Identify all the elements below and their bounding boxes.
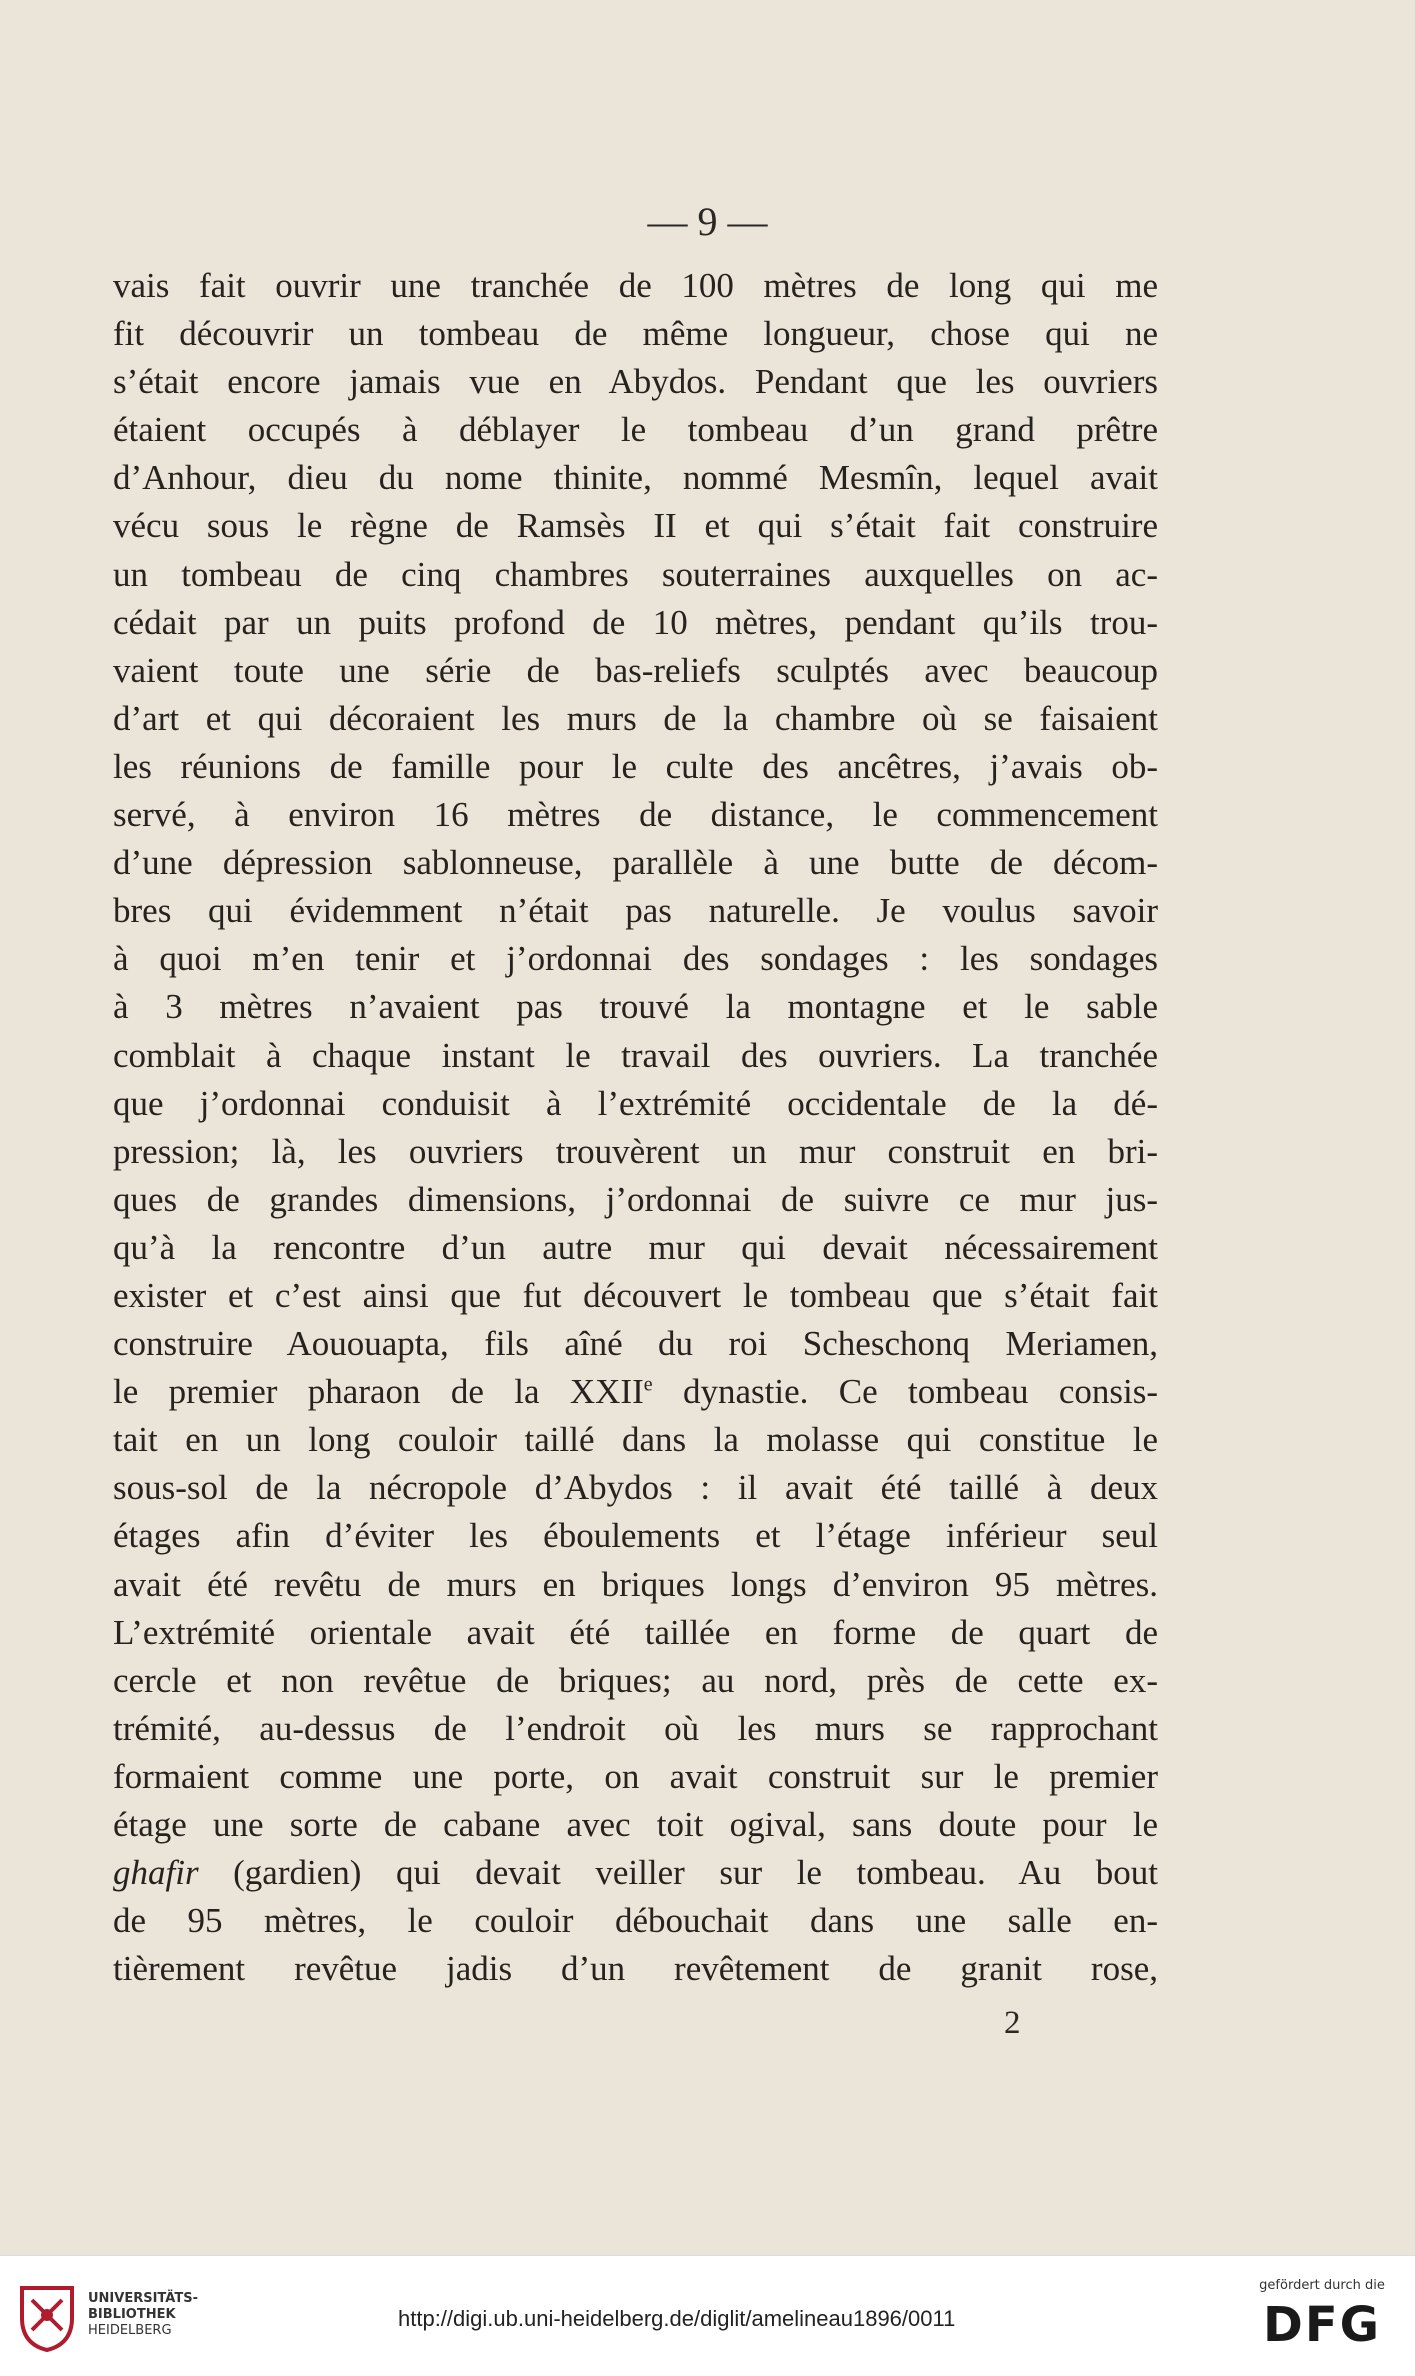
text-line: étaient occupés à déblayer le tombeau d’un grand prêtre [113, 410, 1158, 450]
text-line: à 3 mètres n’avaient pas trouvé la montagne et le sable [113, 987, 1158, 1027]
source-url-link[interactable]: http://digi.ub.uni-heidelberg.de/diglit/amelineau1896/0011 [398, 2306, 956, 2331]
library-name [88, 2291, 198, 2339]
text-line: étages afin d’éviter les éboulements et l’étage inférieur seul [113, 1516, 1158, 1556]
text-line: d’Anhour, dieu du nome thinite, nommé Mesmîn, lequel avait [113, 458, 1158, 498]
italic-term: ghafir [113, 1853, 199, 1893]
text-line: vaient toute une série de bas-reliefs sculptés avec beaucoup [113, 650, 1158, 690]
library-name-line: UNIVERSITÄTS- [88, 2291, 198, 2306]
text-line: tait en un long couloir taillé dans la molasse qui constitue le [113, 1420, 1158, 1460]
university-library-logo-icon [12, 2278, 82, 2354]
text-line: ques de grandes dimensions, j’ordonnai de suivre ce mur jus- [113, 1179, 1158, 1219]
text-line: bres qui évidemment n’était pas naturelle. Je voulus savoir [113, 891, 1158, 931]
text-line: cédait par un puits profond de 10 mètres, pendant qu’ils trou- [113, 602, 1158, 642]
text-line: de 95 mètres, le couloir débouchait dans une salle en- [113, 1901, 1158, 1941]
text-line [113, 1368, 1158, 1416]
text-line: tièrement revêtue jadis d’un revêtement de granit rose, [113, 1949, 1158, 1989]
text-line: étage une sorte de cabane avec toit ogival, sans doute pour le [113, 1805, 1158, 1844]
text-line: pression; là, les ouvriers trouvèrent un mur construit en bri- [113, 1131, 1158, 1171]
text-segment: (gardien) qui devait veiller sur le tombeau. Au bout [198, 1853, 1158, 1893]
page-number: — 9 — [647, 199, 768, 244]
text-segment: dynastie. Ce tombeau consis- [652, 1372, 1158, 1412]
dfg-logo-icon: DFG [1262, 2297, 1382, 2353]
footer-bar [0, 2255, 1415, 2376]
library-name-line: BIBLIOTHEK [88, 2307, 176, 2322]
text-line: qu’à la rencontre d’un autre mur qui devait nécessairement [113, 1227, 1158, 1267]
text-segment: le premier pharaon de la XXII [113, 1372, 644, 1412]
dfg-credit [1247, 2278, 1397, 2351]
text-line: à quoi m’en tenir et j’ordonnai des sondages : les sondages [113, 939, 1158, 979]
text-line: trémité, au-dessus de l’endroit où les murs se rapprochant [113, 1708, 1158, 1748]
text-line: d’une dépression sablonneuse, parallèle à une butte de décom- [113, 843, 1158, 883]
superscript: e [643, 1373, 653, 1396]
text-line: fit découvrir un tombeau de même longueur, chose qui ne [113, 314, 1158, 354]
text-line: cercle et non revêtue de briques; au nord, près de cette ex- [113, 1660, 1158, 1700]
funding-note: gefördert durch die [1259, 2278, 1385, 2293]
text-line: servé, à environ 16 mètres de distance, le commencement [113, 795, 1158, 835]
text-line: L’extrémité orientale avait été taillée en forme de quart de [113, 1612, 1158, 1652]
text-line: les réunions de famille pour le culte des ancêtres, j’avais ob- [113, 746, 1158, 786]
text-line: comblait à chaque instant le travail des ouvriers. La tranchée [113, 1035, 1158, 1075]
text-line: d’art et qui décoraient les murs de la chambre où se faisaient [113, 698, 1158, 738]
text-line: exister et c’est ainsi que fut découvert le tombeau que s’était fait [113, 1275, 1158, 1315]
text-line: s’était encore jamais vue en Abydos. Pendant que les ouvriers [113, 362, 1158, 402]
library-name-line: HEIDELBERG [88, 2323, 172, 2338]
text-line: que j’ordonnai conduisit à l’extrémité occidentale de la dé- [113, 1083, 1158, 1123]
text-line: avait été revêtu de murs en briques longs d’environ 95 mètres. [113, 1564, 1158, 1604]
signature-mark: 2 [1004, 2005, 1021, 2041]
text-line: formaient comme une porte, on avait construit sur le premier [113, 1756, 1158, 1796]
text-line: vécu sous le règne de Ramsès II et qui s’était fait construire [113, 506, 1158, 546]
text-line: vais fait ouvrir une tranchée de 100 mètres de long qui me [113, 266, 1158, 305]
text-line: un tombeau de cinq chambres souterraines auxquelles on ac- [113, 554, 1158, 594]
text-line: sous-sol de la nécropole d’Abydos : il avait été taillé à deux [113, 1468, 1158, 1508]
text-line [113, 1849, 1158, 1897]
text-line: construire Aououapta, fils aîné du roi Scheschonq Meriamen, [113, 1324, 1158, 1364]
body-text [113, 262, 1158, 1993]
